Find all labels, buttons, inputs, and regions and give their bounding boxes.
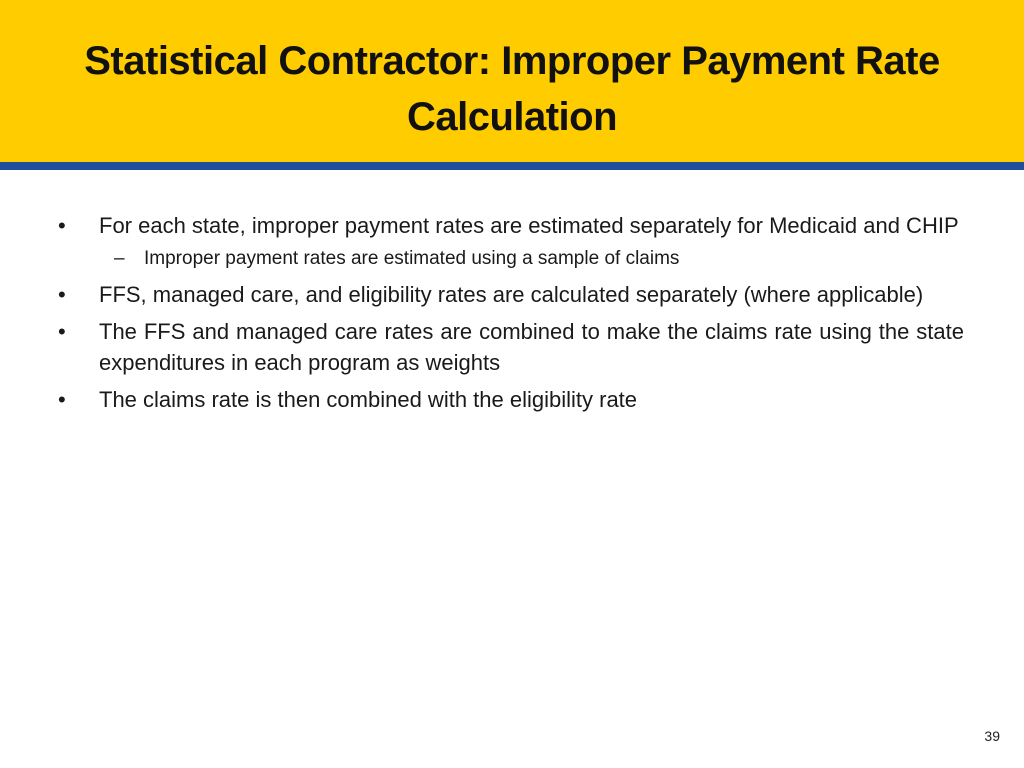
bullet-marker: •	[58, 282, 66, 307]
title-banner	[0, 0, 1024, 164]
slide-title: Statistical Contractor: Improper Payment Rate Calculation	[84, 39, 940, 139]
bullet-marker: •	[58, 387, 66, 412]
sub-bullet-item-1	[58, 245, 964, 273]
bullet-text: The claims rate is then combined with the eligibility rate	[99, 387, 638, 412]
bullet-text: The FFS and managed care rates are combined to make the claims rate using the state expenditures in each program as weights	[99, 319, 964, 375]
bullet-item-2	[58, 279, 964, 310]
bullet-marker: •	[58, 213, 66, 238]
bullet-item-4	[58, 384, 964, 415]
bullet-text: For each state, improper payment rates are estimated separately for Medicaid and CHIP	[99, 213, 959, 238]
bullet-item-3	[58, 316, 964, 378]
bullet-marker: •	[58, 319, 66, 344]
title-divider	[0, 162, 1024, 170]
bullet-list	[58, 210, 964, 421]
bullet-item-1	[58, 210, 964, 241]
sub-bullet-text: Improper payment rates are estimated using a sample of claims	[144, 248, 680, 269]
page-number: 39	[984, 728, 1000, 744]
sub-bullet-marker: –	[114, 248, 125, 269]
bullet-text: FFS, managed care, and eligibility rates are calculated separately (where applicable)	[99, 282, 924, 307]
